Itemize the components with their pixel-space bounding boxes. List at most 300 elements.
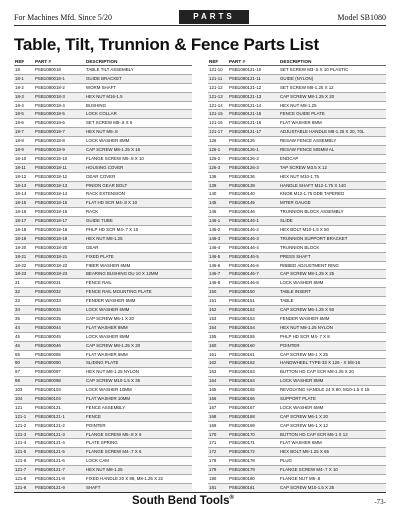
part-number-cell: PSB1080126-2 [229,155,259,161]
description-cell: HEX NUT M8-1.25 [86,467,123,473]
description-cell: CAP SCREW M8-1.25 X 25 [280,271,335,277]
part-number-cell: PSB1080180 [229,475,255,481]
part-number-cell: PSB1080146-6 [229,262,259,268]
description-cell: FENDER WASHER 6MM [86,298,136,304]
ref-cell: 18-3 [15,93,24,99]
table-row [14,155,192,164]
part-number-cell: PSB1080136 [229,173,255,179]
description-cell: PLUG [280,458,292,464]
description-cell: TAP SCREW M3.5 X 12 [280,164,327,170]
part-number-cell: PSB1080018-13 [35,182,68,188]
ref-cell: 121-4 [15,440,27,446]
table-row [208,155,386,164]
part-number-cell: PSB1080121-16 [229,120,262,126]
part-number-cell: PSB1080097 [35,369,61,375]
part-number-cell: PSB1080044 [35,324,61,330]
ref-cell: 103 [15,387,23,393]
table-row [208,84,386,93]
ref-cell: 121-9 [15,484,27,490]
ref-cell: 152 [209,307,217,313]
ref-cell: 35 [15,315,20,321]
ref-cell: 126-3 [209,164,221,170]
ref-cell: 18-18 [15,227,27,233]
part-number-cell: PSB1080121-14 [229,102,262,108]
table-row [14,395,192,404]
ref-cell: 146-4 [209,244,221,250]
description-cell: FENDER WASHER 6MM [280,315,330,321]
table-row [14,102,192,111]
table-row [14,182,192,191]
table-row [208,377,386,386]
table-row [208,173,386,182]
description-cell: SUPPORT PLATE [280,395,316,401]
table-row [14,84,192,93]
description-cell: BEARING BUSHING DU 10 X 12MM [86,271,159,277]
ref-cell: 18-1 [15,75,24,81]
ref-cell: 162 [209,360,217,366]
ref-cell: 121-2 [15,422,27,428]
table-row [14,368,192,377]
description-cell: HEX BOLT M8-1.25 X 65 [280,449,329,455]
ref-cell: 18-6 [15,120,24,126]
part-number-cell: PSB1080121-8 [35,475,65,481]
description-cell: SET SCREW M5-.8 X 5 [86,120,133,126]
table-row [208,342,386,351]
page-title: Table, Tilt, Trunnion & Fence Parts List [14,35,319,54]
part-number-cell: PSB1080018-11 [35,164,67,170]
ref-cell: 18-5 [15,111,24,117]
ref-cell: 18-21 [15,253,27,259]
description-cell: KNOB M12-1.75 DDB TAPERED [280,191,345,197]
header-divider [14,25,386,26]
table-row [208,439,386,448]
ref-cell: 165 [209,387,217,393]
table-row [208,404,386,413]
table-row [14,404,192,413]
part-number-cell: PSB1080152 [229,307,255,313]
part-number-cell: PSB1080035 [35,315,61,321]
ref-cell: 121-1 [15,413,27,419]
table-row [208,279,386,288]
table-row [208,333,386,342]
part-number-cell: PSB1080018-22 [35,262,68,268]
description-cell: CAP SCREW M6-1 X 20 [280,413,328,419]
part-number-cell: PSB1080171 [229,440,255,446]
table-row [208,431,386,440]
description-cell: LOCK CAM [86,458,109,464]
ref-cell: 170 [209,431,217,437]
table-row [208,226,386,235]
part-number-cell: PSB1080151 [229,298,255,304]
description-cell: FLANGE SCREW M4-.7 X 10 [280,467,338,473]
ref-cell: 121-5 [15,449,27,455]
description-cell: LOCK COLLAR [86,111,117,117]
part-number-cell: PSB1080162 [229,360,255,366]
part-number-cell: PSB1080146-1 [229,218,259,224]
description-cell: FIXED HANDLE 20 X 88, M8-1.25 X 22 [86,475,164,481]
table-row [14,66,192,75]
description-cell: PINION GEAR BOLT [86,182,128,188]
description-cell: PRESS SHAFT [280,253,311,259]
ref-cell: 164 [209,378,217,384]
description-cell: TRUNNION BLOCK [280,244,320,250]
description-cell: ADJUSTABLE HANDLE M8-1.25 X 20, 70L [280,129,365,135]
ref-cell: 31 [15,280,20,286]
description-cell: FLAT WASHER 6MM [86,351,128,357]
description-column-header: DESCRIPTION [280,59,312,64]
ref-cell: 18-19 [15,235,27,241]
table-row [208,413,386,422]
ref-cell: 32 [15,289,20,295]
part-number-cell: PSB1080018-3 [35,93,65,99]
part-number-cell: PSB1080121-2 [35,422,65,428]
description-cell: TABLE [280,298,294,304]
ref-cell: 126-1 [209,147,221,153]
table-row [14,199,192,208]
description-cell: PLATE SPRING [86,440,118,446]
part-number-cell: PSB1080018-5 [35,111,65,117]
table-row [14,297,192,306]
description-cell: RACK EXTENSION [86,191,125,197]
table-row [208,217,386,226]
part-number-cell: PSB1080121-5 [35,449,65,455]
description-cell: RACK [86,209,99,215]
part-number-cell: PSB1080034 [35,307,61,313]
description-cell: FIXED PLATE [86,253,114,259]
description-cell: HEX NUT M16-1.5 [86,93,123,99]
description-cell: CAP SCREW M6-1 X 20 [86,315,134,321]
part-number-cell: PSB1080121-7 [35,467,65,473]
footer-divider [14,492,386,493]
ref-cell: 121-3 [15,431,27,437]
description-cell: FLANGE NUT M5-.8 [280,475,321,481]
table-row [208,137,386,146]
table-row [14,137,192,146]
description-cell: FLAT WASHER 8MM [280,120,322,126]
ref-cell: 146-8 [209,280,221,286]
part-number-cell: PSB1080065 [35,351,61,357]
ref-cell: 121-17 [209,129,223,135]
ref-cell: 46 [15,342,20,348]
part-number-cell: PSB1080018-18 [35,227,68,233]
description-cell: LOCK WASHER 6MM [280,404,324,410]
ref-cell: 146-1 [209,218,221,224]
ref-cell: 121-12 [209,84,223,90]
ref-cell: 146-6 [209,262,221,268]
ref-cell: 121-8 [15,475,27,481]
table-row [14,457,192,466]
ref-cell: 18-11 [15,164,26,170]
description-cell: LOCK WASHER 8MM [280,378,324,384]
page-header [14,8,386,26]
description-column-header: DESCRIPTION [86,59,118,64]
table-row [208,270,386,279]
ref-cell: 121-15 [209,111,223,117]
table-row [14,306,192,315]
part-number-cell: PSB1080018-7 [35,129,65,135]
ref-cell: 167 [209,404,217,410]
description-cell: FENCE ASSEMBLY [86,404,126,410]
description-cell: RESAW FENCE ASSEMBLY [280,138,337,144]
ref-column-header: REF [15,59,25,64]
table-row [208,457,386,466]
ref-cell: 150 [209,289,217,295]
table-row [14,75,192,84]
table-row [14,351,192,360]
table-row [208,235,386,244]
part-number-cell: PSB1080181 [229,484,255,490]
description-cell: PHLP HD SCR M4-.7 X 8 [280,333,330,339]
part-number-cell: PSB1080121-13 [229,93,262,99]
ref-cell: 18-16 [15,209,27,215]
part-number-cell: PSB1080018-1 [35,75,65,81]
description-cell: HANDLE SHAFT M12-1.75 X 140 [280,182,346,188]
ref-cell: 18-14 [15,191,27,197]
ref-cell: 18-23 [15,271,27,277]
description-cell: FENCE [86,413,101,419]
table-row [14,439,192,448]
ref-cell: 136 [209,173,217,179]
ref-cell: 151 [209,298,217,304]
ref-cell: 121-10 [209,67,223,72]
part-number-cell: PSB1080018-10 [35,155,68,161]
part-column-header: PART # [229,59,245,64]
part-number-cell: PSB1080032 [35,289,61,295]
table-row [14,359,192,368]
part-number-cell: PSB1080164 [229,378,255,384]
part-number-cell: PSB1080139 [229,182,255,188]
table-row [208,395,386,404]
description-cell: ENDCAP [280,155,299,161]
table-row [14,270,192,279]
description-cell: FLANGE SCREW M4-.7 X 6 [86,449,142,455]
description-cell: HEX NUT M10-1.75 [280,173,319,179]
ref-cell: 45 [15,333,20,339]
description-cell: SLIDE [280,218,293,224]
part-number-cell: PSB1080018-21 [35,253,68,259]
part-number-cell: PSB1080121-3 [35,431,65,437]
ref-cell: 121-11 [209,75,223,81]
description-cell: FLANGE SCREW M5-.8 X 10 [86,155,144,161]
table-row [208,466,386,475]
part-number-cell: PSB1080160 [229,342,255,348]
ref-cell: 18-9 [15,147,24,153]
table-row [14,475,192,484]
description-cell: LOCK WASHER 8MM [86,333,130,339]
part-number-cell: PSB1080172 [229,449,255,455]
ref-cell: 181 [209,484,217,490]
part-number-cell: PSB1080121-17 [229,129,262,135]
ref-cell: 145 [209,200,217,206]
ref-cell: 146 [209,209,217,215]
ref-cell: 65 [15,351,20,357]
table-row [208,208,386,217]
table-row [14,173,192,182]
ref-cell: 121-16 [209,120,223,126]
table-row [208,288,386,297]
table-row [208,448,386,457]
ref-cell: 18 [15,67,20,72]
table-row [208,146,386,155]
part-number-cell: PSB1080018-6 [35,120,65,126]
table-row [208,102,386,111]
part-number-cell: PSB1080090 [35,360,61,366]
table-row [14,190,192,199]
table-row [14,226,192,235]
table-row [208,386,386,395]
description-cell: SET SCREW M3-.5 X 10 PLASTIC [280,67,349,72]
description-cell: BUTTON HD CAP SCR M6-1 X 12 [280,431,348,437]
part-number-cell: PSB1080018-17 [35,218,68,224]
description-cell: HOUSING COVER [86,164,124,170]
part-number-cell: PSB1080154 [229,324,255,330]
description-cell: SHAFT [86,484,101,490]
part-number-cell: PSB1080031 [35,280,61,286]
part-number-cell: PSB1080161 [229,351,255,357]
table-row [208,182,386,191]
description-cell: GEAR COVER [86,173,116,179]
table-row [208,359,386,368]
part-number-cell: PSB1080126-3 [229,164,259,170]
section-tab: PARTS [179,10,249,24]
table-row [14,466,192,475]
description-cell: LOCK WASHER 10MM [86,387,132,393]
table-row [208,253,386,262]
description-cell: CAP SCREW M6-1.25 X 50 [280,307,335,313]
table-row [14,119,192,128]
description-cell: FLAT HD SCR M4-.8 X 10 [86,200,138,206]
ref-cell: 155 [209,333,217,339]
description-cell: MITER GAUGE [280,200,311,206]
part-number-cell: PSB1080018-20 [35,244,68,250]
ref-cell: 146-2 [209,227,221,233]
table-header [208,57,386,66]
table-row [14,93,192,102]
description-cell: CAP SCREW M8-1.25 X 16 [86,147,141,153]
ref-cell: 153 [209,315,217,321]
ref-cell: 98 [15,378,20,384]
machines-note: For Machines Mfd. Since 5/20 [14,13,112,22]
ref-cell: 121 [15,404,23,410]
description-cell: CAP SCREW M6-1 X 25 [280,351,328,357]
description-cell: RESAW FENCE 505MM AL [280,147,335,153]
part-number-cell: PSB1080033 [35,298,61,304]
table-row [208,351,386,360]
part-number-cell: PSB1080121-11 [229,75,261,81]
description-cell: HEX NUT M8-1.25 [86,235,123,241]
ref-cell: 171 [209,440,217,446]
table-row [14,288,192,297]
part-number-cell: PSB1080121-10 [229,67,262,72]
ref-cell: 90 [15,360,20,366]
description-cell: POINTER [280,342,300,348]
part-number-cell: PSB1080146 [229,209,255,215]
description-cell: TABLE INSERT [280,289,311,295]
part-number-cell: PSB1080155 [229,333,255,339]
description-cell: FLANGE SCREW M5-.8 X 6 [86,431,142,437]
ref-cell: 126-2 [209,155,221,161]
description-cell: CAP SCREW M6-1 X 12 [280,422,328,428]
description-cell: RIBBED ADJUSTMENT RING [280,262,339,268]
description-cell: TABLE TILT ASSEMBLY [86,67,134,72]
description-cell: HEX NUT M8-1.25 NYLON [280,324,333,330]
table-row [14,324,192,333]
part-number-cell: PSB1080165 [229,387,255,393]
description-cell: CAP SCREW M10-1.5 X 35 [86,378,141,384]
table-row [208,368,386,377]
description-cell: GUIDE TUBE [86,218,113,224]
description-cell: HEX NUT M5-.8 [86,129,118,135]
table-row [208,190,386,199]
ref-column-header: REF [209,59,219,64]
part-number-cell: PSB1080163 [229,369,255,375]
ref-cell: 44 [15,324,20,330]
part-number-cell: PSB1080146-3 [229,235,259,241]
table-row [14,128,192,137]
part-number-cell: PSB1080018-19 [35,235,68,241]
part-number-cell: PSB1080167 [229,404,255,410]
part-number-cell: PSB1080103 [35,387,61,393]
description-cell: BUTTON HD CAP SCR M8-1.25 X 20 [280,369,354,375]
ref-cell: 126 [209,138,217,144]
ref-cell: 18-4 [15,102,24,108]
table-row [208,128,386,137]
table-row [14,431,192,440]
description-cell: GUIDE (NYLON) [280,75,314,81]
table-row [208,244,386,253]
table-row [208,66,386,75]
ref-cell: 172 [209,449,217,455]
part-number-cell: PSB1080018-12 [35,173,68,179]
description-cell: LOCK WASHER 8MM [280,280,324,286]
part-column-header: PART # [35,59,51,64]
table-row [14,377,192,386]
description-cell: GEAR [86,244,99,250]
table-row [14,235,192,244]
part-number-cell: PSB1080018-15 [35,200,68,206]
description-cell: CAP SCREW M8-1.25 X 20 [280,93,335,99]
table-row [14,146,192,155]
ref-cell: 97 [15,369,20,375]
ref-cell: 121-14 [209,102,223,108]
table-row [208,306,386,315]
ref-cell: 18-15 [15,200,27,206]
table-body [14,66,192,493]
description-cell: PHLP HD SCR M4-.7 X 10 [86,227,139,233]
part-number-cell: PSB1080121-4 [35,440,65,446]
part-number-cell: PSB1080018-2 [35,84,65,90]
part-number-cell: PSB1080018-8 [35,138,65,144]
table-row [14,110,192,119]
part-number-cell: PSB1080018-4 [35,102,65,108]
table-row [208,164,386,173]
description-cell: CAP SCREW M8-1.25 X 20 [86,342,141,348]
description-cell: HEX NUT M8-1.25 [280,102,317,108]
table-row [208,475,386,484]
part-number-cell: PSB1080121-12 [229,84,262,90]
table-row [14,315,192,324]
table-row [208,324,386,333]
part-number-cell: PSB1080168 [229,413,255,419]
part-number-cell: PSB1080145 [229,200,255,206]
part-number-cell: PSB1080018-9 [35,147,65,153]
part-number-cell: PSB1080126-1 [229,147,259,153]
ref-cell: 18-22 [15,262,27,268]
ref-cell: 18-12 [15,173,27,179]
table-row [14,448,192,457]
description-cell: LOCK WASHER 8MM [86,138,130,144]
ref-cell: 18-2 [15,84,24,90]
